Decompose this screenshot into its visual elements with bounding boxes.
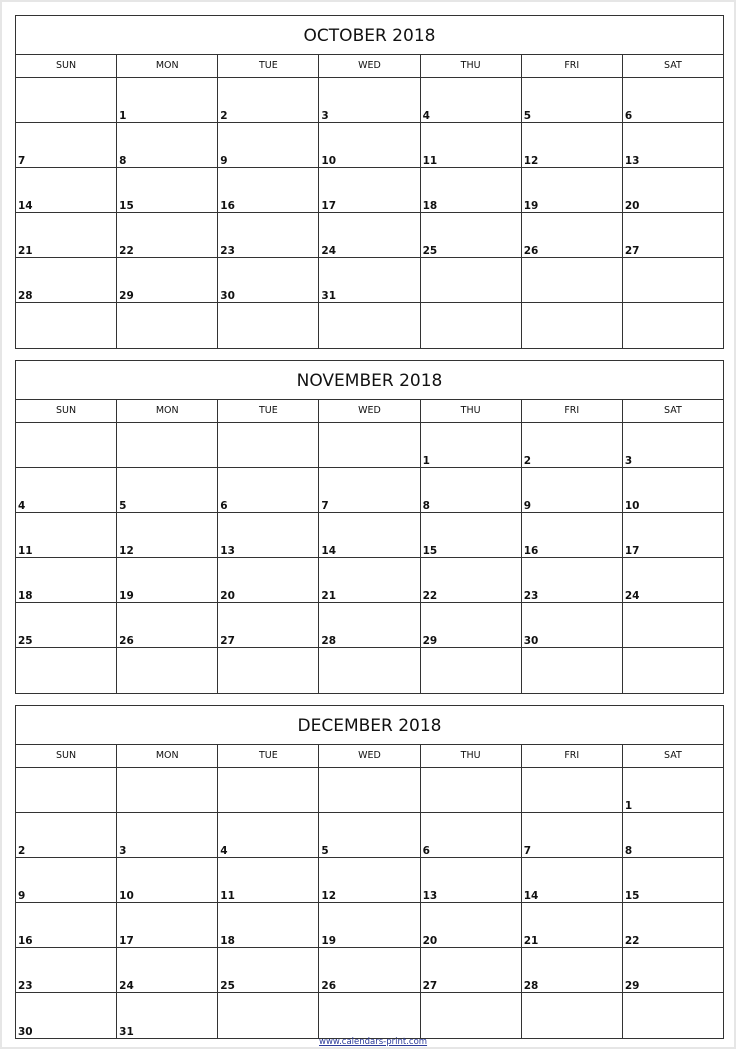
day-number: 29 <box>624 980 640 992</box>
day-number: 3 <box>119 845 127 857</box>
weekday-label: SAT <box>622 400 723 422</box>
day-number: 2 <box>523 455 532 467</box>
day-number: 29 <box>422 635 438 647</box>
weekday-label: SUN <box>56 60 77 71</box>
day-number: 20 <box>220 590 235 602</box>
day-cell <box>116 993 217 1038</box>
day-number: 30 <box>18 1026 33 1038</box>
day-cell <box>16 78 116 122</box>
day-cell <box>217 558 318 602</box>
day-cell <box>16 993 116 1038</box>
weekday-header <box>16 55 723 78</box>
month-calendar <box>15 705 724 1039</box>
day-number: 13 <box>624 155 640 167</box>
day-number: 8 <box>422 500 430 512</box>
day-cell <box>217 258 318 302</box>
week-row <box>16 213 723 258</box>
day-cell <box>16 168 116 212</box>
day-number: 1 <box>624 800 633 812</box>
day-number: 31 <box>321 290 337 302</box>
day-cell <box>16 423 116 467</box>
day-cell <box>217 993 318 1038</box>
day-cell <box>318 558 419 602</box>
day-cell <box>521 258 622 302</box>
weekday-header <box>16 400 723 423</box>
day-number: 18 <box>422 200 438 212</box>
month-calendar <box>15 360 724 694</box>
day-cell <box>217 303 318 348</box>
day-number: 22 <box>119 245 134 257</box>
weekday-label: SAT <box>622 745 723 767</box>
weekday-label: WED <box>318 400 419 422</box>
day-cell <box>420 258 521 302</box>
day-cell <box>217 603 318 647</box>
day-number: 11 <box>422 155 438 167</box>
week-row <box>16 558 723 603</box>
day-cell <box>420 858 521 902</box>
weekday-label: SAT <box>622 55 723 77</box>
week-row <box>16 603 723 648</box>
day-number: 12 <box>523 155 539 167</box>
day-number: 28 <box>321 635 337 647</box>
day-cell <box>420 558 521 602</box>
day-cell <box>16 858 116 902</box>
day-cell <box>16 948 116 992</box>
day-cell <box>622 168 723 212</box>
day-cell <box>116 858 217 902</box>
day-cell <box>318 78 419 122</box>
day-cell <box>420 168 521 212</box>
day-cell <box>521 648 622 693</box>
day-number: 19 <box>321 935 337 947</box>
day-cell <box>116 213 217 257</box>
day-cell <box>217 948 318 992</box>
day-cell <box>420 213 521 257</box>
weekday-label: THU <box>420 745 521 767</box>
week-row <box>16 768 723 813</box>
day-number: 21 <box>523 935 539 947</box>
day-number: 27 <box>422 980 438 992</box>
day-number: 27 <box>624 245 640 257</box>
day-number: 10 <box>119 890 134 902</box>
day-cell <box>217 468 318 512</box>
day-number: 11 <box>220 890 235 902</box>
day-number: 23 <box>523 590 539 602</box>
day-cell <box>318 303 419 348</box>
day-cell <box>318 813 419 857</box>
day-cell <box>521 468 622 512</box>
day-number: 19 <box>523 200 539 212</box>
day-cell <box>318 513 419 557</box>
day-number: 2 <box>220 110 228 122</box>
day-cell <box>16 648 116 693</box>
day-number: 30 <box>220 290 235 302</box>
day-cell <box>217 858 318 902</box>
weekday-label: FRI <box>521 400 622 422</box>
day-number: 2 <box>18 845 26 857</box>
day-cell <box>116 603 217 647</box>
day-cell <box>318 603 419 647</box>
day-cell <box>318 258 419 302</box>
week-row <box>16 948 723 993</box>
day-number: 6 <box>220 500 228 512</box>
day-cell <box>16 603 116 647</box>
day-cell <box>318 123 419 167</box>
day-cell <box>521 993 622 1038</box>
day-cell <box>622 303 723 348</box>
day-number: 5 <box>523 110 532 122</box>
day-cell <box>420 603 521 647</box>
day-cell <box>622 903 723 947</box>
day-cell <box>622 258 723 302</box>
day-cell <box>318 213 419 257</box>
day-number: 18 <box>18 590 33 602</box>
day-number: 13 <box>220 545 235 557</box>
day-cell <box>16 813 116 857</box>
day-number: 29 <box>119 290 134 302</box>
day-cell <box>521 858 622 902</box>
weekday-label: MON <box>116 55 217 77</box>
day-number: 15 <box>119 200 134 212</box>
day-cell <box>521 303 622 348</box>
day-number: 18 <box>220 935 235 947</box>
day-number: 24 <box>624 590 640 602</box>
day-cell <box>16 258 116 302</box>
day-number: 30 <box>523 635 539 647</box>
day-cell <box>318 168 419 212</box>
day-number: 4 <box>422 110 430 122</box>
day-cell <box>116 513 217 557</box>
week-row <box>16 168 723 213</box>
day-cell <box>217 648 318 693</box>
day-number: 8 <box>624 845 633 857</box>
day-cell <box>622 603 723 647</box>
day-cell <box>116 78 217 122</box>
day-cell <box>521 123 622 167</box>
day-cell <box>16 123 116 167</box>
day-cell <box>622 513 723 557</box>
day-cell <box>16 768 116 812</box>
day-number: 9 <box>523 500 532 512</box>
day-cell <box>420 948 521 992</box>
day-cell <box>622 993 723 1038</box>
day-cell <box>521 213 622 257</box>
day-number: 22 <box>422 590 438 602</box>
day-cell <box>116 303 217 348</box>
weekday-label: WED <box>318 745 419 767</box>
day-number: 13 <box>422 890 438 902</box>
week-row <box>16 258 723 303</box>
day-number: 20 <box>624 200 640 212</box>
day-cell <box>16 558 116 602</box>
day-cell <box>116 123 217 167</box>
day-cell <box>420 303 521 348</box>
day-cell <box>318 468 419 512</box>
weekday-label: THU <box>420 400 521 422</box>
day-cell <box>622 468 723 512</box>
day-number: 7 <box>18 155 26 167</box>
weekday-label: MON <box>116 400 217 422</box>
day-number: 14 <box>321 545 337 557</box>
day-number: 15 <box>422 545 438 557</box>
day-number: 16 <box>18 935 33 947</box>
day-number: 24 <box>119 980 134 992</box>
weekday-label: SUN <box>56 405 77 416</box>
week-row <box>16 648 723 693</box>
day-cell <box>622 858 723 902</box>
day-cell <box>217 423 318 467</box>
day-cell <box>217 513 318 557</box>
day-cell <box>116 168 217 212</box>
day-cell <box>116 468 217 512</box>
day-number: 26 <box>523 245 539 257</box>
day-cell <box>521 903 622 947</box>
day-cell <box>521 558 622 602</box>
day-cell <box>116 648 217 693</box>
day-cell <box>16 468 116 512</box>
day-cell <box>420 123 521 167</box>
day-number: 24 <box>321 245 337 257</box>
day-cell <box>217 123 318 167</box>
week-row <box>16 468 723 513</box>
day-cell <box>521 423 622 467</box>
day-number: 9 <box>220 155 228 167</box>
week-row <box>16 423 723 468</box>
weekday-header <box>16 745 723 768</box>
weekday-label: WED <box>318 55 419 77</box>
day-number: 7 <box>523 845 532 857</box>
day-number: 28 <box>523 980 539 992</box>
week-row <box>16 123 723 168</box>
day-cell <box>318 903 419 947</box>
day-number: 25 <box>220 980 235 992</box>
day-number: 10 <box>321 155 337 167</box>
day-number: 4 <box>18 500 26 512</box>
day-number: 17 <box>624 545 640 557</box>
day-number: 9 <box>18 890 26 902</box>
day-cell <box>318 948 419 992</box>
day-number: 14 <box>18 200 33 212</box>
day-number: 5 <box>321 845 329 857</box>
day-number: 26 <box>321 980 337 992</box>
weekday-label: TUE <box>217 55 318 77</box>
day-number: 26 <box>119 635 134 647</box>
day-cell <box>116 768 217 812</box>
day-cell <box>217 213 318 257</box>
day-number: 3 <box>624 455 633 467</box>
week-row <box>16 903 723 948</box>
day-cell <box>622 768 723 812</box>
day-cell <box>622 423 723 467</box>
day-cell <box>521 813 622 857</box>
day-cell <box>116 903 217 947</box>
week-row <box>16 303 723 348</box>
day-number: 8 <box>119 155 127 167</box>
day-cell <box>16 213 116 257</box>
day-number: 20 <box>422 935 438 947</box>
day-number: 6 <box>624 110 633 122</box>
month-title: NOVEMBER 2018 <box>16 361 723 400</box>
month-title: OCTOBER 2018 <box>16 16 723 55</box>
day-number: 19 <box>119 590 134 602</box>
day-number: 11 <box>18 545 33 557</box>
day-number: 6 <box>422 845 430 857</box>
day-cell <box>420 768 521 812</box>
day-cell <box>16 513 116 557</box>
day-cell <box>622 813 723 857</box>
day-number: 1 <box>119 110 127 122</box>
day-cell <box>622 78 723 122</box>
day-number: 25 <box>18 635 33 647</box>
month-calendar <box>15 15 724 349</box>
weekday-label: TUE <box>217 745 318 767</box>
day-number: 7 <box>321 500 329 512</box>
day-cell <box>318 768 419 812</box>
footer-link[interactable]: www.calendars-print.com <box>319 1037 428 1047</box>
weekday-label: FRI <box>521 55 622 77</box>
day-cell <box>217 903 318 947</box>
day-cell <box>420 423 521 467</box>
day-cell <box>521 768 622 812</box>
day-number: 17 <box>119 935 134 947</box>
day-cell <box>318 423 419 467</box>
day-cell <box>521 513 622 557</box>
weekday-label: SUN <box>56 750 77 761</box>
day-cell <box>521 948 622 992</box>
day-cell <box>622 558 723 602</box>
day-number: 10 <box>624 500 640 512</box>
day-number: 17 <box>321 200 337 212</box>
day-number: 22 <box>624 935 640 947</box>
day-cell <box>318 858 419 902</box>
day-number: 5 <box>119 500 127 512</box>
day-cell <box>420 513 521 557</box>
day-cell <box>622 213 723 257</box>
day-cell <box>217 768 318 812</box>
week-row <box>16 858 723 903</box>
day-cell <box>521 603 622 647</box>
day-number: 3 <box>321 110 329 122</box>
day-cell <box>420 468 521 512</box>
day-cell <box>420 993 521 1038</box>
day-number: 27 <box>220 635 235 647</box>
day-cell <box>217 813 318 857</box>
day-number: 28 <box>18 290 33 302</box>
day-cell <box>521 78 622 122</box>
day-cell <box>420 813 521 857</box>
week-row <box>16 513 723 558</box>
day-cell <box>318 648 419 693</box>
weekday-label: FRI <box>521 745 622 767</box>
day-number: 15 <box>624 890 640 902</box>
day-number: 25 <box>422 245 438 257</box>
day-cell <box>622 648 723 693</box>
day-cell <box>116 948 217 992</box>
day-number: 12 <box>321 890 337 902</box>
day-cell <box>420 903 521 947</box>
day-number: 23 <box>18 980 33 992</box>
day-cell <box>420 78 521 122</box>
weekday-label: MON <box>116 745 217 767</box>
day-cell <box>217 168 318 212</box>
weekday-label: TUE <box>217 400 318 422</box>
day-cell <box>318 993 419 1038</box>
day-number: 21 <box>18 245 33 257</box>
day-number: 16 <box>220 200 235 212</box>
weekday-label: THU <box>420 55 521 77</box>
day-number: 4 <box>220 845 228 857</box>
day-cell <box>622 948 723 992</box>
day-cell <box>116 558 217 602</box>
day-cell <box>116 423 217 467</box>
day-number: 1 <box>422 455 430 467</box>
day-cell <box>16 303 116 348</box>
day-cell <box>217 78 318 122</box>
week-row <box>16 993 723 1038</box>
day-number: 16 <box>523 545 539 557</box>
day-cell <box>420 648 521 693</box>
month-title: DECEMBER 2018 <box>16 706 723 745</box>
day-cell <box>16 903 116 947</box>
week-row <box>16 813 723 858</box>
day-cell <box>116 258 217 302</box>
day-number: 23 <box>220 245 235 257</box>
day-cell <box>521 168 622 212</box>
day-number: 12 <box>119 545 134 557</box>
day-number: 21 <box>321 590 337 602</box>
week-row <box>16 78 723 123</box>
day-number: 31 <box>119 1026 134 1038</box>
day-cell <box>622 123 723 167</box>
day-number: 14 <box>523 890 539 902</box>
day-cell <box>116 813 217 857</box>
